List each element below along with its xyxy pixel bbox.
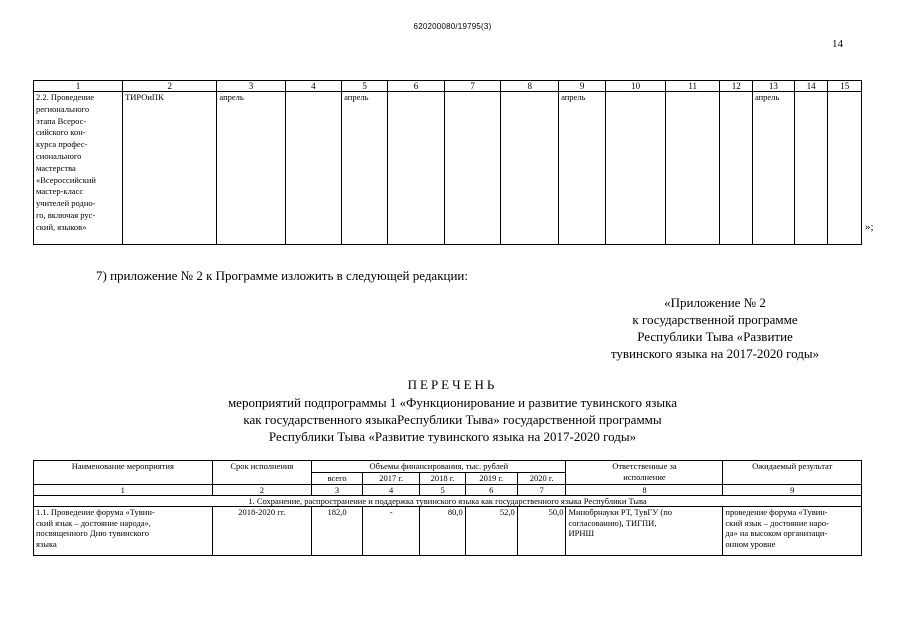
empty-cell xyxy=(794,92,828,245)
empty-cell xyxy=(285,92,342,245)
document-subtitle xyxy=(150,394,755,445)
event-term: 2018-2020 гг. xyxy=(212,507,312,556)
col-number: 8 xyxy=(566,485,723,496)
finance-2020: 50,0 xyxy=(517,507,566,556)
col-header: 7 xyxy=(444,81,501,92)
col-header: 12 xyxy=(720,81,752,92)
col-header-name: Наименование мероприятия xyxy=(34,461,213,485)
col-header-2020: 2020 г. xyxy=(517,473,566,485)
finance-2017: - xyxy=(362,507,419,556)
document-code: 620200080/19795(3) xyxy=(413,22,492,31)
col-header-2018: 2018 г. xyxy=(420,473,465,485)
item-7-text: 7) приложение № 2 к Программе изложить в следующей редакции: xyxy=(96,268,468,283)
col-number: 4 xyxy=(362,485,419,496)
finance-2019: 52,0 xyxy=(465,507,517,556)
col-number: 3 xyxy=(312,485,363,496)
section-heading: 1. Сохранение, распространение и поддержка тувинского языка как государственного языка Республики Тыва xyxy=(34,496,862,507)
empty-cell xyxy=(665,92,720,245)
col-header-finance: Объемы финансирования, тыс. рублей xyxy=(312,461,566,473)
col-header-2017: 2017 г. xyxy=(362,473,419,485)
schedule-table xyxy=(33,80,862,245)
col-number: 2 xyxy=(212,485,312,496)
table-row xyxy=(34,507,862,556)
col-header-total: всего xyxy=(312,473,363,485)
event-result: проведение форума «Тувин- ский язык – достояние наро- да» на высоком организаци- онном уровне xyxy=(723,507,862,556)
term-cell: апрель xyxy=(752,92,794,245)
col-header: 10 xyxy=(606,81,666,92)
col-header: 8 xyxy=(501,81,559,92)
finance-total: 182,0 xyxy=(312,507,363,556)
subtitle-line: мероприятий подпрограммы 1 «Функционирование и развитие тувинского языка xyxy=(227,395,678,410)
empty-cell xyxy=(828,92,862,245)
event-name: 2.2. Проведение регионального этапа Всерос- сийского кон- курса профес- сионального мастерства «Всероссийский мастер-класс учителей родно- го, включая рус- ский, языков» xyxy=(34,92,123,245)
col-header: 11 xyxy=(665,81,720,92)
closing-quote: »; xyxy=(865,221,874,233)
col-header: 2 xyxy=(123,81,217,92)
responsible: ТИРОиПК xyxy=(123,92,217,245)
empty-cell xyxy=(444,92,501,245)
annex-line: к государственной программе xyxy=(632,312,798,327)
col-header-2019: 2019 г. xyxy=(465,473,517,485)
term-cell: апрель xyxy=(217,92,285,245)
col-number: 5 xyxy=(420,485,465,496)
col-header: 6 xyxy=(388,81,445,92)
col-header: 3 xyxy=(217,81,285,92)
term-cell: апрель xyxy=(559,92,606,245)
table-row xyxy=(34,92,862,245)
empty-cell xyxy=(720,92,752,245)
col-header: 9 xyxy=(559,81,606,92)
col-header-term: Срок исполнения xyxy=(212,461,312,485)
col-header: 14 xyxy=(794,81,828,92)
term-cell: апрель xyxy=(342,92,388,245)
col-header: 13 xyxy=(752,81,794,92)
col-header-responsible: Ответственные за исполнение xyxy=(566,461,723,485)
col-header: 1 xyxy=(34,81,123,92)
empty-cell xyxy=(606,92,666,245)
col-header: 5 xyxy=(342,81,388,92)
annex-line: «Приложение № 2 xyxy=(664,295,766,310)
col-header-result: Ожидаемый результат xyxy=(723,461,862,485)
subtitle-line: Республики Тыва «Развитие тувинского языка на 2017-2020 годы» xyxy=(268,429,637,444)
measures-table xyxy=(33,460,862,556)
col-number: 6 xyxy=(465,485,517,496)
annex-block xyxy=(585,294,845,362)
page-number: 14 xyxy=(832,38,843,50)
annex-line: Республики Тыва «Развитие xyxy=(637,329,793,344)
col-number: 9 xyxy=(723,485,862,496)
empty-cell xyxy=(388,92,445,245)
event-name: 1.1. Проведение форума «Тувин- ский язык – достояние народа», посвященного Дню тувинского языка xyxy=(34,507,213,556)
annex-line: тувинского языка на 2017-2020 годы» xyxy=(610,346,820,361)
col-header: 4 xyxy=(285,81,342,92)
col-number: 1 xyxy=(34,485,213,496)
event-responsible: Минобрнауки РТ, ТувГУ (по согласованию), ТИГПИ, ИРНШ xyxy=(566,507,723,556)
document-title: ПЕРЕЧЕНЬ xyxy=(407,377,498,392)
col-header: 15 xyxy=(828,81,862,92)
subtitle-line: как государственного языкаРеспублики Тыва» государственной программы xyxy=(243,412,662,427)
col-number: 7 xyxy=(517,485,566,496)
finance-2018: 80,0 xyxy=(420,507,465,556)
empty-cell xyxy=(501,92,559,245)
